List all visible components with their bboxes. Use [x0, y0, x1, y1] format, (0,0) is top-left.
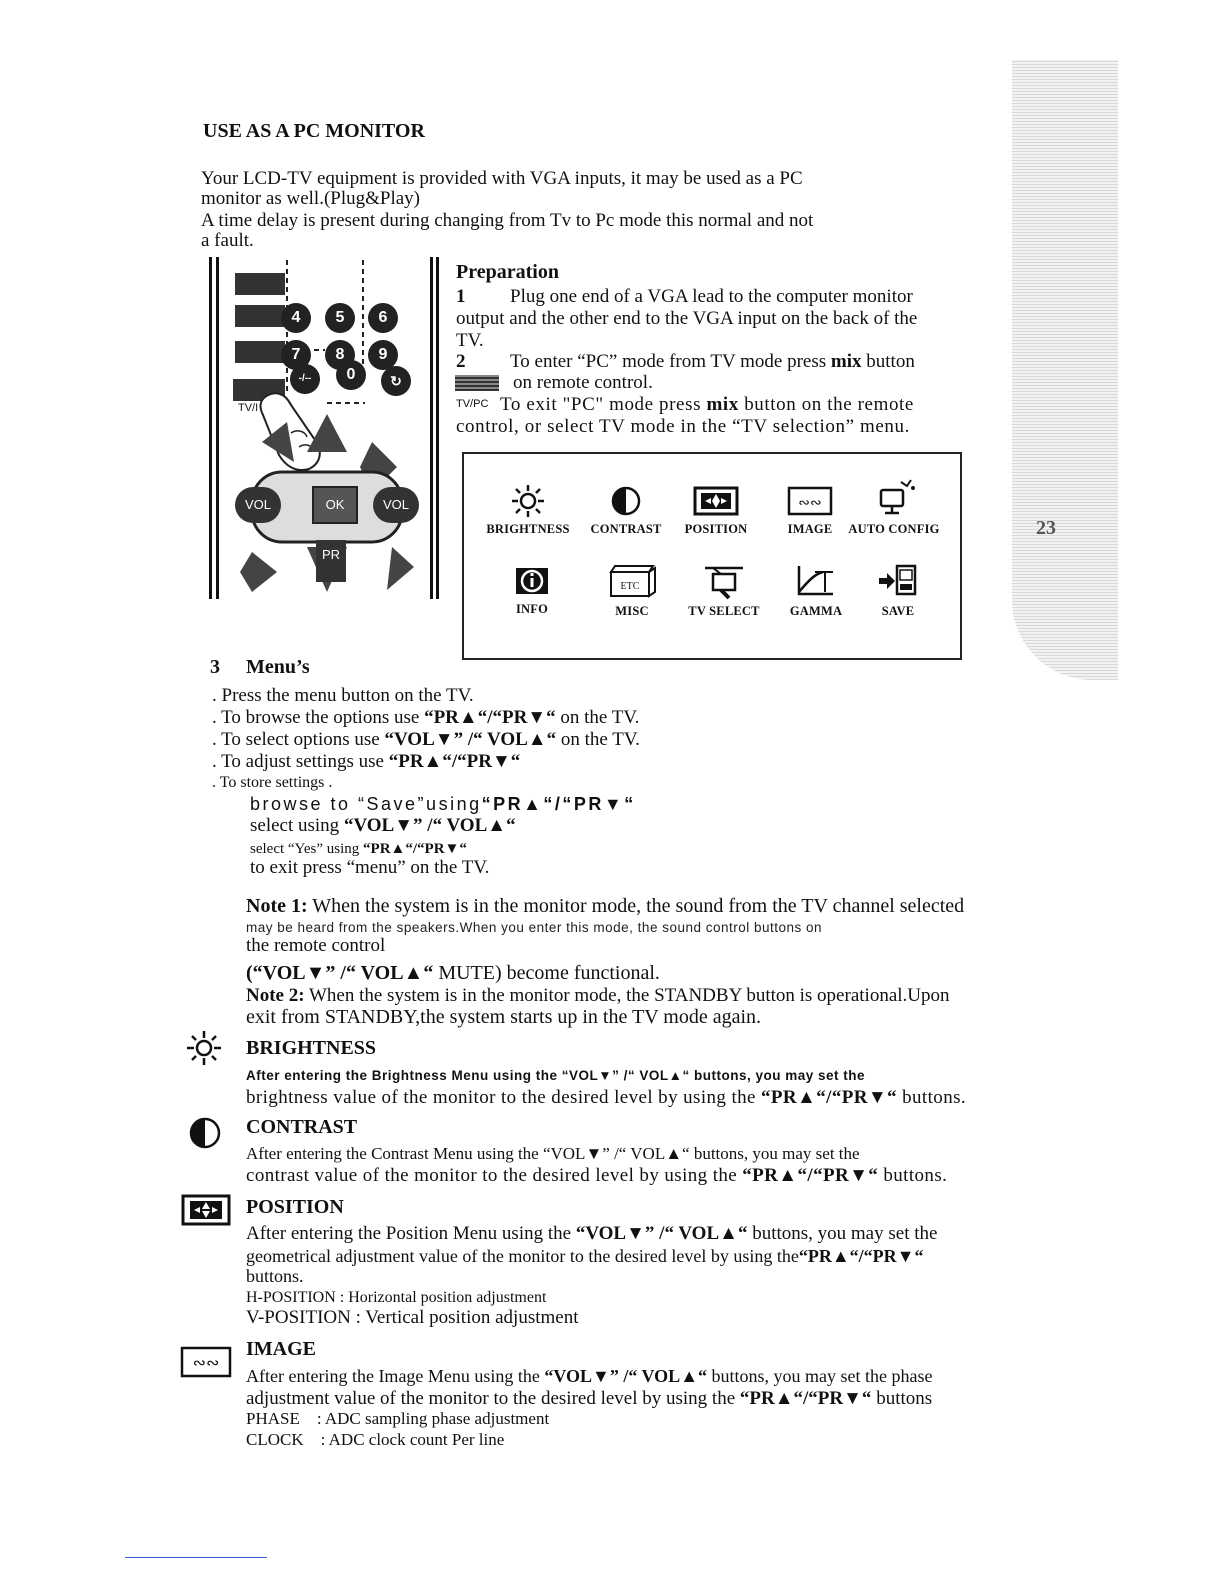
image-line-2: adjustment value of the monitor to the desired level by using the “PR▲“/“PR▼“ buttons — [246, 1388, 933, 1409]
remote-key-5: 5 — [325, 303, 355, 333]
brightness-line-2: brightness value of the monitor to the desired level by using the “PR▲“/“PR▼“ buttons. — [246, 1087, 967, 1108]
contrast-icon — [188, 1116, 222, 1155]
monitor-auto-icon — [871, 476, 917, 518]
footer-rule — [125, 1557, 267, 1558]
step-1-line-2: output and the other end to the VGA input on the back of the — [456, 308, 918, 329]
remote-tv-label: TV/I — [238, 402, 259, 414]
note-1-line-2: may be heard from the speakers.When you enter this mode, the sound control buttons on — [246, 920, 823, 935]
store-step-3: select “Yes” using “PR▲“/“PR▼“ — [250, 841, 467, 857]
tv-pc-tag: TV/PC — [456, 398, 489, 410]
menu-item-save: SAVE — [848, 562, 948, 619]
menu-item-contrast: CONTRAST — [576, 484, 676, 537]
step-1-number: 1 — [456, 286, 466, 307]
menus-bullet-1: . Press the menu button on the TV. — [212, 685, 474, 706]
remote-key-8: 8 — [325, 340, 355, 370]
page-number: 23 — [1036, 517, 1056, 539]
remote-key-4: 4 — [281, 303, 311, 333]
menus-bullet-5: . To store settings . — [212, 774, 333, 791]
step-1-line-1: Plug one end of a VGA lead to the computer monitor — [510, 286, 913, 307]
menu-item-tv-select: TV SELECT — [674, 562, 774, 619]
intro-line-3: A time delay is present during changing from Tv to Pc mode this normal and not — [201, 210, 814, 231]
menu-item-image: ∾∾ IMAGE — [760, 484, 860, 537]
brightness-line-1: After entering the Brightness Menu using the “VOL▼” /“ VOL▲“ buttons, you may set the — [246, 1068, 866, 1083]
osd-menu-panel — [462, 452, 962, 660]
menu-item-info: INFO — [482, 564, 582, 617]
contrast-line-2: contrast value of the monitor to the desired level by using the “PR▲“/“PR▼“ buttons. — [246, 1165, 948, 1186]
menu-item-gamma: GAMMA — [766, 562, 866, 619]
store-step-4: to exit press “menu” on the TV. — [250, 857, 490, 878]
contrast-title: CONTRAST — [246, 1116, 358, 1138]
position-line-4: H-POSITION : Horizontal position adjustment — [246, 1289, 547, 1306]
step-2-line-2: on remote control. — [513, 372, 653, 393]
ok-key: OK — [312, 486, 358, 524]
note-2-line-1: Note 2: When the system is in the monitor mode, the STANDBY button is operational.Upon — [246, 985, 950, 1006]
intro-line-1: Your LCD-TV equipment is provided with VGA inputs, it may be used as a PC — [201, 168, 803, 189]
store-step-1: browse to “Save”using“PR▲“/“PR▼“ — [250, 794, 636, 814]
remote-key-7: 7 — [281, 340, 311, 370]
remote-key-recall: ↻ — [381, 366, 411, 396]
intro-line-2: monitor as well.(Plug&Play) — [201, 188, 421, 209]
svg-text:∾∾: ∾∾ — [798, 495, 822, 511]
contrast-line-1: After entering the Contrast Menu using the “VOL▼” /“ VOL▲“ buttons, you may set the — [246, 1144, 860, 1163]
position-line-5: V-POSITION : Vertical position adjustment — [246, 1307, 579, 1328]
save-arrow-icon — [875, 562, 921, 600]
position-title: POSITION — [246, 1196, 344, 1218]
vol-down-key: VOL — [235, 487, 281, 523]
remote-key-dash: -/-- — [290, 364, 320, 394]
svg-text:∾∾: ∾∾ — [192, 1353, 220, 1372]
menus-number: 3 — [210, 656, 220, 678]
brightness-title: BRIGHTNESS — [246, 1037, 377, 1059]
note-1-line-1: Note 1: When the system is in the monitor mode, the sound from the TV channel selected — [246, 895, 965, 917]
menus-bullet-2: . To browse the options use “PR▲“/“PR▼“ on the TV. — [212, 707, 640, 728]
position-line-1: After entering the Position Menu using the “VOL▼” /“ VOL▲“ buttons, you may set the — [246, 1223, 938, 1244]
step-2-line-1: To enter “PC” mode from TV mode press mix button — [510, 351, 915, 372]
remote-key-9: 9 — [368, 340, 398, 370]
menu-item-position: POSITION — [666, 484, 766, 537]
step-3-line-2: control, or select TV mode in the “TV selection” menu. — [456, 416, 910, 437]
tv-antenna-icon — [701, 562, 747, 600]
step-3-line-1: To exit "PC" mode press mix button on the remote — [500, 394, 914, 415]
waveform-icon — [787, 484, 833, 518]
menus-bullet-3: . To select options use “VOL▼” /“ VOL▲“ on the TV. — [212, 729, 640, 750]
vol-up-key: VOL — [373, 487, 419, 523]
position-line-2: geometrical adjustment value of the monitor to the desired level by using the“PR▲“/“PR▼“ — [246, 1246, 924, 1266]
menu-item-auto-config: AUTO CONFIG — [844, 476, 944, 537]
step-1-line-3: TV. — [456, 330, 484, 351]
image-line-1: After entering the Image Menu using the “VOL▼” /“ VOL▲“ buttons, you may set the phase — [246, 1366, 933, 1386]
menu-item-brightness: BRIGHTNESS — [478, 484, 578, 537]
position-line-3: buttons. — [246, 1266, 304, 1286]
preparation-title: Preparation — [456, 261, 559, 283]
image-line-3: PHASE : ADC sampling phase adjustment — [246, 1409, 550, 1428]
intro-line-4: a fault. — [201, 230, 254, 251]
image-line-4: CLOCK : ADC clock count Per line — [246, 1430, 505, 1449]
remote-key-0: 0 — [336, 360, 366, 390]
brightness-sun-icon — [186, 1030, 222, 1071]
position-icon — [181, 1194, 231, 1231]
note-1-line-3: the remote control — [246, 935, 386, 956]
pr-down-key: PR — [316, 540, 346, 582]
page-edge-tab — [1012, 60, 1118, 680]
gamma-curve-icon — [793, 562, 839, 600]
page-title: USE AS A PC MONITOR — [203, 120, 425, 142]
toolbox-icon — [605, 560, 659, 600]
menus-title: Menu’s — [246, 656, 310, 678]
image-waveform-icon — [180, 1346, 232, 1383]
note-1-line-4: (“VOL▼” /“ VOL▲“ MUTE) become functional. — [246, 962, 660, 984]
note-2-line-2: exit from STANDBY,the system starts up in the TV mode again. — [246, 1006, 762, 1028]
contrast-icon — [608, 484, 644, 518]
remote-key-6: 6 — [368, 303, 398, 333]
misc-icon-text: ETC — [620, 581, 640, 592]
position-icon — [693, 484, 739, 518]
store-step-2: select using “VOL▼” /“ VOL▲“ — [250, 815, 516, 836]
mix-button-icon — [455, 375, 499, 391]
step-2-number: 2 — [456, 351, 466, 372]
menus-bullet-4: . To adjust settings use “PR▲“/“PR▼“ — [212, 751, 521, 772]
info-icon — [514, 564, 550, 598]
sun-icon — [510, 484, 546, 518]
menu-item-misc: ETC MISC — [582, 560, 682, 619]
image-title: IMAGE — [246, 1338, 316, 1360]
